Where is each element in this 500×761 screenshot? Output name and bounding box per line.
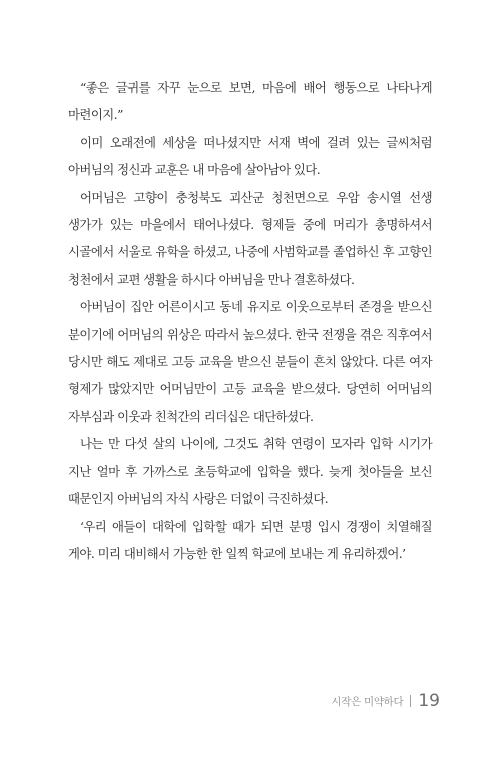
- paragraph-quote-early-school: ‘우리 애들이 대학에 입학할 때가 되면 분명 입시 경쟁이 치열해질 게야. 미리 대비해서 가능한 한 일찍 학교에 보내는 게 유리하겠어.’: [68, 518, 432, 561]
- paragraph-mother-status: 아버님이 집안 어른이시고 동네 유지로 이웃으로부터 존경을 받으신 분이기에 어머님의 위상은 따라서 높으셨다. 한국 전쟁을 겪은 직후여서 당시만 해도 제대로 고등 교육을 받으신 분들이 흔치 않았다. 다른 여자 형제가 많았지만 어머님만이 고등 교육을 받으셨다. 당연히 어머님의 자부심과 이웃과 친척간의 리더십은 대단하셨다.: [68, 299, 432, 424]
- paragraph-quote-father: “좋은 글귀를 자꾸 눈으로 보면, 마음에 배어 행동으로 나타나게 마련이지.”: [68, 80, 432, 123]
- page-number: 19: [418, 691, 440, 711]
- paragraph-mother-background: 어머님은 고향이 충청북도 괴산군 청천면으로 우암 송시열 선생 생가가 있는 마을에서 태어나셨다. 형제들 중에 머리가 총명하셔서 시골에서 서울로 유학을 하셨고, 나중에 사범학교를 졸업하신 후 고향인 청천에서 교편 생활을 하시다 아버님을 만나 결혼하셨다.: [68, 189, 432, 287]
- body-text: [68, 74, 432, 567]
- paragraph-school-entry: 나는 만 다섯 살의 나이에, 그것도 취학 연령이 모자라 입학 시기가 지난 얼마 후 가까스로 초등학교에 입학을 했다. 늦게 첫아들을 보신 때문인지 아버님의 자식 사랑은 더없이 극진하셨다.: [68, 436, 432, 507]
- footer-divider: [410, 695, 411, 707]
- page-footer: [331, 689, 440, 713]
- running-title: 시작은 미약하다: [331, 695, 404, 708]
- paragraph-father-legacy: 이미 오래전에 세상을 떠나셨지만 서재 벽에 걸려 있는 글씨처럼 아버님의 정신과 교훈은 내 마음에 살아남아 있다.: [68, 134, 432, 178]
